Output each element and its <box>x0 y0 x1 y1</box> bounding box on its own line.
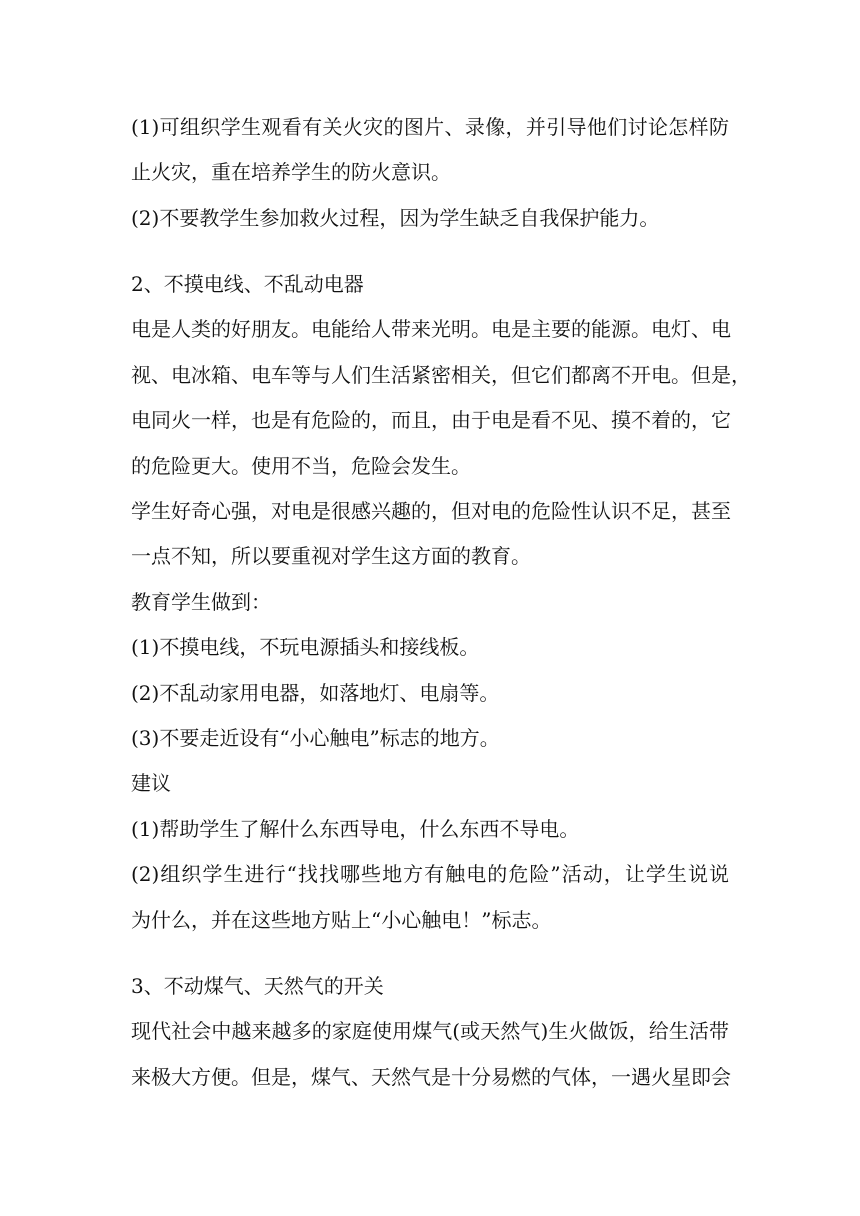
text-line: 电同火一样，也是有危险的，而且，由于电是看不见、摸不着的，它 <box>131 408 731 432</box>
text-line: 来极大方便。但是，煤气、天然气是十分易燃的气体，一遇火星即会 <box>131 1065 731 1089</box>
subheading: 建议 <box>131 771 171 795</box>
text-line: 学生好奇心强，对电是很感兴趣的，但对电的危险性认识不足，甚至 <box>131 499 731 523</box>
text-line: (2)组织学生进行“找找哪些地方有触电的危险”活动，让学生说说 <box>131 862 729 886</box>
text-line: 视、电冰箱、电车等与人们生活紧密相关，但它们都离不开电。但是， <box>131 363 751 387</box>
text-line: (1)帮助学生了解什么东西导电，什么东西不导电。 <box>131 817 580 841</box>
text-line: (2)不乱动家用电器，如落地灯、电扇等。 <box>131 681 500 705</box>
text-line: (3)不要走近设有“小心触电”标志的地方。 <box>131 726 500 750</box>
text-line: 为什么，并在这些地方贴上“小心触电！”标志。 <box>131 908 552 932</box>
text-line: 教育学生做到： <box>131 590 271 614</box>
section-heading: 2、不摸电线、不乱动电器 <box>131 272 364 296</box>
text-line: 的危险更大。使用不当，危险会发生。 <box>131 454 471 478</box>
text-line: 现代社会中越来越多的家庭使用煤气(或天然气)生火做饭，给生活带 <box>131 1019 729 1043</box>
text-line: 电是人类的好朋友。电能给人带来光明。电是主要的能源。电灯、电 <box>131 317 731 341</box>
section-heading: 3、不动煤气、天然气的开关 <box>131 974 384 998</box>
text-line: (1)不摸电线，不玩电源插头和接线板。 <box>131 635 480 659</box>
text-line: (2)不要教学生参加救火过程，因为学生缺乏自我保护能力。 <box>131 206 660 230</box>
text-line: 止火灾，重在培养学生的防火意识。 <box>131 160 451 184</box>
text-line: (1)可组织学生观看有关火灾的图片、录像，并引导他们讨论怎样防 <box>131 115 729 139</box>
text-line: 一点不知，所以要重视对学生这方面的教育。 <box>131 544 531 568</box>
